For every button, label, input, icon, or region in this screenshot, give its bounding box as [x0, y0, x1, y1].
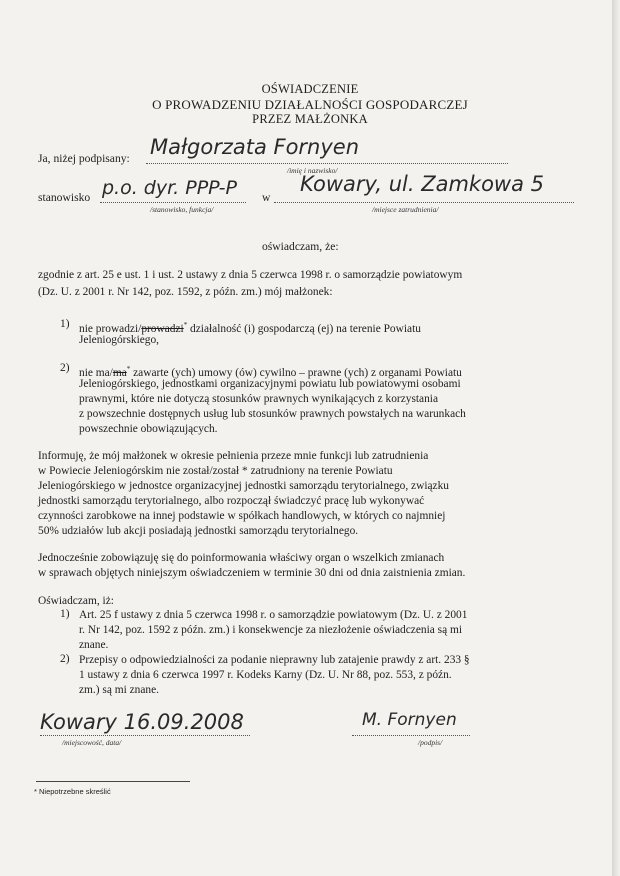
item-2-number: 2)	[60, 362, 70, 374]
position-caption: /stanowisko, funkcja/	[150, 205, 214, 214]
name-caption: /imię i nazwisko/	[287, 166, 338, 175]
declarant-intro: Ja, niżej podpisany:	[38, 152, 130, 165]
workplace-dotted-line	[274, 202, 574, 203]
declare-2-heading: Oświadczam, iż:	[38, 595, 114, 607]
inform-line-5: czynności zarobkowe na innej podstawie w spółkach handlowych, w których co najmniej	[38, 510, 446, 522]
signature-dotted-line	[352, 735, 470, 736]
item-2-line-3: prawnymi, które nie dotyczą stosunków prawnych wynikających z korzystania	[79, 393, 439, 405]
in-word: w	[262, 191, 271, 204]
item-2-text-a: nie ma/	[79, 366, 113, 379]
footnote-separator	[36, 781, 190, 782]
title-line-3: PRZEZ MAŁŻONKA	[252, 112, 368, 126]
inform-line-1: Informuję, że mój małżonek w okresie pełnienia przeze mnie funkcji lub zatrudnienia	[38, 450, 429, 462]
decl-1-line-1: Art. 25 f ustawy z dnia 5 czerwca 1998 r. o samorządzie powiatowym (Dz. U. z 2001	[79, 609, 468, 621]
obligation-line-1: Jednocześnie zobowiązuję się do poinformowania właściwy organ o wszelkich zmianach	[38, 552, 445, 564]
decl-2-line-3: zm.) są mi znane.	[79, 684, 160, 696]
position-handwritten: p.o. dyr. PPP-P	[102, 177, 237, 199]
item-2-line-4: z powszechnie dostępnych usług lub stosunków prawnych powstałych na warunkach	[79, 408, 466, 420]
intro-line-1: zgodnie z art. 25 e ust. 1 i ust. 2 ustawy z dnia 5 czerwca 1998 r. o samorządzie powiatowym	[38, 269, 463, 281]
item-1-line-2: Jeleniogórskiego,	[79, 334, 160, 346]
intro-line-2: (Dz. U. z 2001 r. Nr 142, poz. 1592, z późn. zm.) mój małżonek:	[38, 286, 333, 298]
decl-2-line-1: Przepisy o odpowiedzialności za podanie nieprawny lub zatajenie prawdy z art. 233 §	[79, 654, 470, 666]
title-line-2: O PROWADZENIU DZIAŁALNOŚCI GOSPODARCZEJ	[152, 97, 468, 112]
decl-1-line-2: r. Nr 142, poz. 1592 z późn. zm.) i konsekwencje za niezłożenie oświadczenia są mi	[79, 624, 463, 636]
inform-line-3: Jeleniogórskiego w jednostce organizacyjnej jednostki samorządu terytorialnego, związku	[38, 480, 449, 492]
place-date-handwritten: Kowary 16.09.2008	[40, 710, 244, 734]
item-1-struck-text: prowadzi	[141, 322, 184, 335]
item-2-footnote-mark: *	[126, 365, 131, 373]
workplace-caption: /miejsce zatrudnienia/	[372, 205, 439, 214]
position-dotted-line	[100, 202, 246, 203]
title-line-1: OŚWIADCZENIE	[261, 82, 359, 96]
item-2-line-5: powszechnie obowiązujących.	[79, 423, 218, 435]
name-dotted-line	[146, 163, 508, 164]
decl-1-number: 1)	[60, 608, 70, 620]
decl-2-line-2: 1 ustawy z dnia 6 czerwca 1997 r. Kodeks Karny (Dz. U. Nr 88, poz. 553, z późn.	[79, 669, 452, 681]
item-2-line-2: Jeleniogórskiego, jednostkami organizacyjnymi powiatu lub powiatowymi osobami	[79, 378, 461, 390]
item-1-footnote-mark: *	[183, 321, 188, 329]
signature-handwritten: M. Fornyen	[362, 710, 457, 730]
workplace-handwritten: Kowary, ul. Zamkowa 5	[300, 172, 544, 196]
decl-2-number: 2)	[60, 653, 70, 665]
inform-line-6: 50% udziałów lub akcji posiadają jednostki samorządu terytorialnego.	[38, 525, 359, 537]
declare-heading: oświadczam, że:	[262, 240, 339, 253]
signature-caption: /podpis/	[418, 738, 443, 747]
item-1-number: 1)	[60, 318, 70, 330]
inform-line-4: jednostki samorządu terytorialnego, albo rozpoczął świadczyć pracę lub wykonywać	[38, 495, 425, 507]
place-date-caption: /miejscowość, data/	[62, 738, 122, 747]
page-edge-shadow	[612, 0, 620, 876]
name-handwritten: Małgorzata Fornyen	[150, 135, 360, 159]
item-2-struck-text: ma	[112, 366, 127, 379]
inform-line-2: w Powiecie Jeleniogórskim nie został/został * zatrudniony na terenie Powiatu	[38, 465, 393, 477]
item-1-text-a: nie prowadzi/	[79, 322, 142, 335]
obligation-line-2: w sprawach objętych niniejszym oświadczeniem w terminie 30 dni od dnia zaistnienia zmian.	[38, 567, 466, 579]
item-1-text-b: działalność (i) gospodarczą (ej) na terenie Powiatu	[187, 322, 421, 335]
decl-1-line-3: znane.	[79, 639, 109, 651]
item-2-text-b: zawarte (ych) umowy (ów) cywilno – prawne (ych) z organami Powiatu	[130, 366, 462, 379]
footnote: * Niepotrzebne skreślić	[34, 787, 111, 796]
position-label: stanowisko	[38, 191, 91, 204]
place-date-dotted-line	[40, 735, 250, 736]
